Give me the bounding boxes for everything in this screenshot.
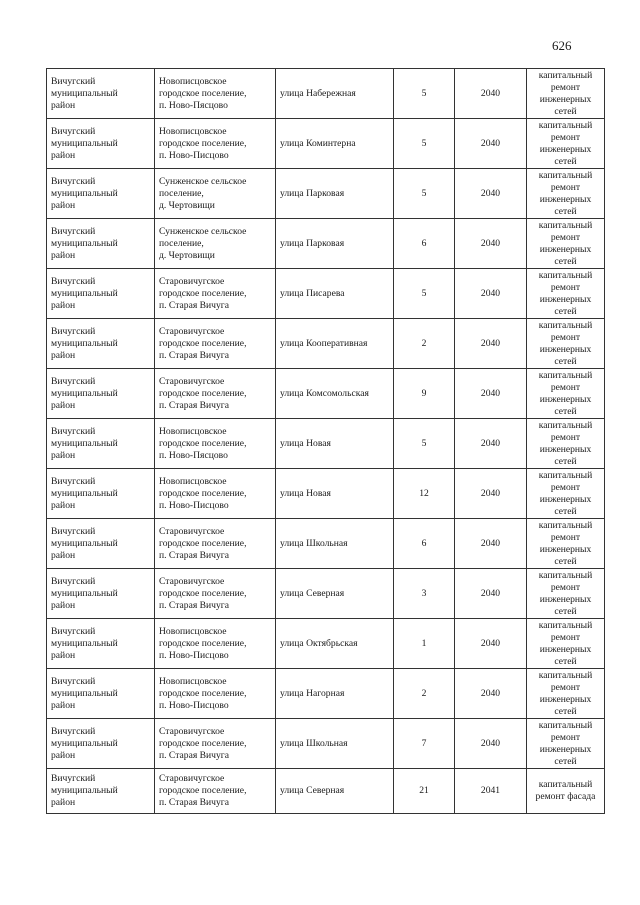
table-row <box>47 769 605 814</box>
settlement-cell: Старовичугское городское поселение, п. Старая Вичуга <box>155 769 276 814</box>
year-cell: 2040 <box>455 419 527 469</box>
region-cell: Вичугский муниципальный район <box>47 769 155 814</box>
house-number-cell: 2 <box>394 319 455 369</box>
street-cell: улица Северная <box>276 769 394 814</box>
street-cell: улица Северная <box>276 569 394 619</box>
table-row <box>47 69 605 119</box>
settlement-cell: Новописцовское городское поселение, п. Ново-Пясцово <box>155 419 276 469</box>
house-number-cell: 5 <box>394 69 455 119</box>
region-cell: Вичугский муниципальный район <box>47 319 155 369</box>
region-cell: Вичугский муниципальный район <box>47 419 155 469</box>
work-type-cell: капитальный ремонт инженерных сетей <box>527 569 605 619</box>
street-cell: улица Парковая <box>276 219 394 269</box>
settlement-cell: Новописцовское городское поселение, п. Ново-Писцово <box>155 669 276 719</box>
year-cell: 2040 <box>455 169 527 219</box>
settlement-cell: Новописцовское городское поселение, п. Ново-Пясцово <box>155 69 276 119</box>
settlement-cell: Старовичугское городское поселение, п. Старая Вичуга <box>155 569 276 619</box>
table-row <box>47 319 605 369</box>
work-type-cell: капитальный ремонт инженерных сетей <box>527 169 605 219</box>
work-type-cell: капитальный ремонт инженерных сетей <box>527 669 605 719</box>
settlement-cell: Старовичугское городское поселение, п. Старая Вичуга <box>155 519 276 569</box>
settlement-cell: Новописцовское городское поселение, п. Ново-Писцово <box>155 619 276 669</box>
settlement-cell: Сунженское сельское поселение, д. Чертовищи <box>155 219 276 269</box>
street-cell: улица Набережная <box>276 69 394 119</box>
year-cell: 2040 <box>455 119 527 169</box>
year-cell: 2040 <box>455 319 527 369</box>
region-cell: Вичугский муниципальный район <box>47 469 155 519</box>
table-row <box>47 469 605 519</box>
house-number-cell: 12 <box>394 469 455 519</box>
repair-schedule-table <box>46 68 605 814</box>
street-cell: улица Комсомольская <box>276 369 394 419</box>
year-cell: 2040 <box>455 669 527 719</box>
year-cell: 2040 <box>455 719 527 769</box>
work-type-cell: капитальный ремонт инженерных сетей <box>527 319 605 369</box>
table-row <box>47 619 605 669</box>
table-row <box>47 719 605 769</box>
settlement-cell: Старовичугское городское поселение, п. Старая Вичуга <box>155 719 276 769</box>
year-cell: 2040 <box>455 369 527 419</box>
page-number: 626 <box>552 38 572 53</box>
table-body <box>47 69 605 814</box>
year-cell: 2040 <box>455 269 527 319</box>
street-cell: улица Новая <box>276 419 394 469</box>
settlement-cell: Новописцовское городское поселение, п. Ново-Писцово <box>155 469 276 519</box>
year-cell: 2040 <box>455 469 527 519</box>
work-type-cell: капитальный ремонт инженерных сетей <box>527 119 605 169</box>
year-cell: 2040 <box>455 519 527 569</box>
street-cell: улица Писарева <box>276 269 394 319</box>
region-cell: Вичугский муниципальный район <box>47 169 155 219</box>
settlement-cell: Старовичугское городское поселение, п. Старая Вичуга <box>155 319 276 369</box>
region-cell: Вичугский муниципальный район <box>47 119 155 169</box>
street-cell: улица Школьная <box>276 719 394 769</box>
table-row <box>47 219 605 269</box>
settlement-cell: Старовичугское городское поселение, п. Старая Вичуга <box>155 269 276 319</box>
work-type-cell: капитальный ремонт инженерных сетей <box>527 369 605 419</box>
house-number-cell: 3 <box>394 569 455 619</box>
region-cell: Вичугский муниципальный район <box>47 619 155 669</box>
house-number-cell: 21 <box>394 769 455 814</box>
table-row <box>47 669 605 719</box>
work-type-cell: капитальный ремонт инженерных сетей <box>527 619 605 669</box>
work-type-cell: капитальный ремонт инженерных сетей <box>527 419 605 469</box>
table-row <box>47 369 605 419</box>
house-number-cell: 1 <box>394 619 455 669</box>
street-cell: улица Новая <box>276 469 394 519</box>
house-number-cell: 5 <box>394 269 455 319</box>
house-number-cell: 2 <box>394 669 455 719</box>
table-row <box>47 519 605 569</box>
house-number-cell: 6 <box>394 519 455 569</box>
table-row <box>47 419 605 469</box>
work-type-cell: капитальный ремонт инженерных сетей <box>527 69 605 119</box>
street-cell: улица Школьная <box>276 519 394 569</box>
year-cell: 2041 <box>455 769 527 814</box>
year-cell: 2040 <box>455 69 527 119</box>
street-cell: улица Кооперативная <box>276 319 394 369</box>
year-cell: 2040 <box>455 219 527 269</box>
year-cell: 2040 <box>455 569 527 619</box>
region-cell: Вичугский муниципальный район <box>47 69 155 119</box>
street-cell: улица Парковая <box>276 169 394 219</box>
settlement-cell: Новописцовское городское поселение, п. Ново-Писцово <box>155 119 276 169</box>
street-cell: улица Коминтерна <box>276 119 394 169</box>
table-row <box>47 119 605 169</box>
work-type-cell: капитальный ремонт инженерных сетей <box>527 519 605 569</box>
work-type-cell: капитальный ремонт инженерных сетей <box>527 269 605 319</box>
work-type-cell: капитальный ремонт фасада <box>527 769 605 814</box>
house-number-cell: 5 <box>394 169 455 219</box>
house-number-cell: 5 <box>394 119 455 169</box>
region-cell: Вичугский муниципальный район <box>47 519 155 569</box>
table-row <box>47 169 605 219</box>
settlement-cell: Старовичугское городское поселение, п. Старая Вичуга <box>155 369 276 419</box>
region-cell: Вичугский муниципальный район <box>47 669 155 719</box>
street-cell: улица Октябрьская <box>276 619 394 669</box>
table-row <box>47 269 605 319</box>
year-cell: 2040 <box>455 619 527 669</box>
house-number-cell: 6 <box>394 219 455 269</box>
work-type-cell: капитальный ремонт инженерных сетей <box>527 469 605 519</box>
region-cell: Вичугский муниципальный район <box>47 719 155 769</box>
region-cell: Вичугский муниципальный район <box>47 269 155 319</box>
house-number-cell: 5 <box>394 419 455 469</box>
house-number-cell: 7 <box>394 719 455 769</box>
street-cell: улица Нагорная <box>276 669 394 719</box>
work-type-cell: капитальный ремонт инженерных сетей <box>527 219 605 269</box>
work-type-cell: капитальный ремонт инженерных сетей <box>527 719 605 769</box>
region-cell: Вичугский муниципальный район <box>47 369 155 419</box>
settlement-cell: Сунженское сельское поселение, д. Чертовищи <box>155 169 276 219</box>
table-row <box>47 569 605 619</box>
region-cell: Вичугский муниципальный район <box>47 219 155 269</box>
region-cell: Вичугский муниципальный район <box>47 569 155 619</box>
house-number-cell: 9 <box>394 369 455 419</box>
